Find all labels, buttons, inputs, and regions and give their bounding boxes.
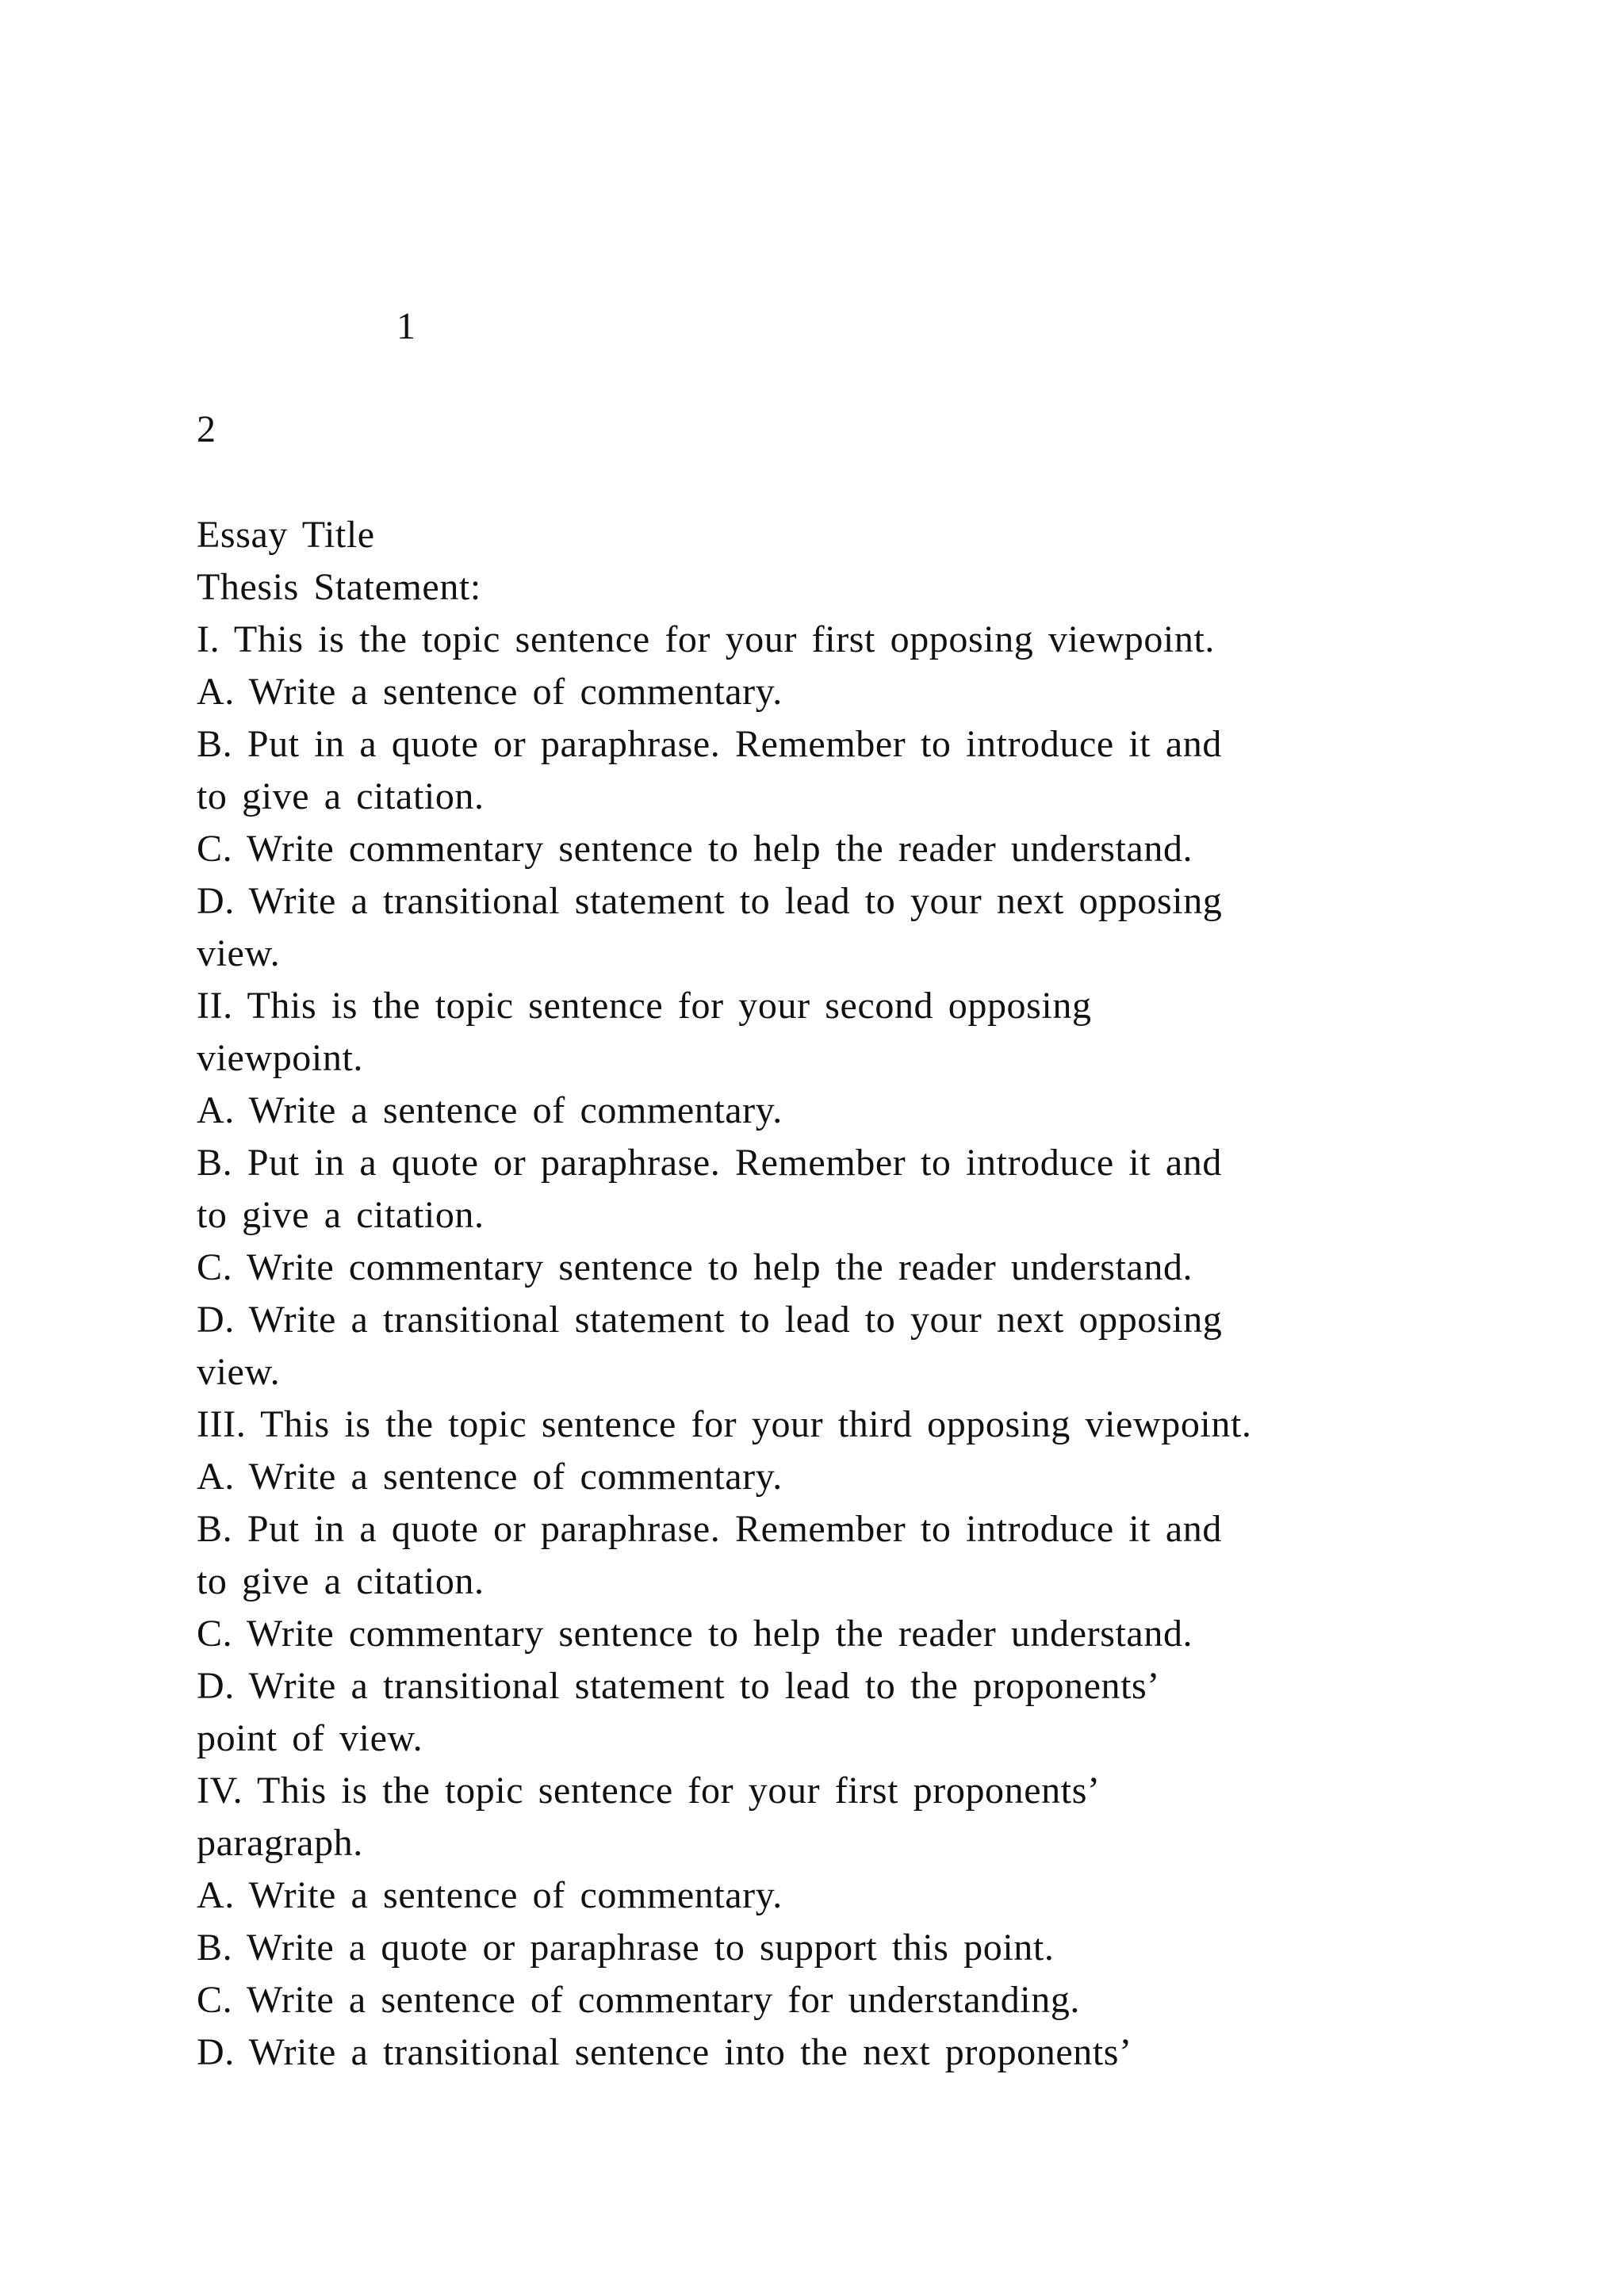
page-number-1: 1 (396, 305, 416, 347)
outline-line: A. Write a sentence of commentary. (197, 671, 783, 713)
outline-line: C. Write commentary sentence to help the reader understand. (197, 1613, 1193, 1655)
outline-line: C. Write commentary sentence to help the reader understand. (197, 828, 1193, 870)
outline-line: B. Write a quote or paraphrase to support this point. (197, 1927, 1055, 1969)
outline-line: D. Write a transitional statement to lead to your next opposing (197, 1299, 1223, 1341)
outline-line: B. Put in a quote or paraphrase. Remember to introduce it and (197, 1508, 1222, 1550)
outline-heading-1: I. This is the topic sentence for your first opposing viewpoint. (197, 618, 1215, 660)
outline-line: D. Write a transitional statement to lead to your next opposing (197, 880, 1223, 922)
outline-heading-3: III. This is the topic sentence for your third opposing viewpoint. (197, 1403, 1252, 1445)
outline-line: B. Put in a quote or paraphrase. Remember to introduce it and (197, 723, 1222, 765)
essay-outline (197, 509, 1465, 2079)
page-number-2: 2 (197, 408, 216, 450)
outline-line: view. (197, 1351, 281, 1393)
essay-title: Essay Title (197, 514, 375, 556)
outline-line: paragraph. (197, 1822, 363, 1864)
outline-line: view. (197, 932, 281, 974)
outline-line: B. Put in a quote or paraphrase. Remember to introduce it and (197, 1142, 1222, 1184)
outline-line: D. Write a transitional statement to lead to the proponents’ (197, 1665, 1160, 1707)
outline-heading-2: II. This is the topic sentence for your second opposing (197, 985, 1092, 1027)
outline-line: to give a citation. (197, 1560, 485, 1602)
outline-line: C. Write a sentence of commentary for understanding. (197, 1979, 1081, 2021)
outline-line: D. Write a transitional sentence into the next proponents’ (197, 2031, 1132, 2073)
outline-line: C. Write commentary sentence to help the reader understand. (197, 1246, 1193, 1288)
outline-line: A. Write a sentence of commentary. (197, 1456, 783, 1498)
outline-line: to give a citation. (197, 775, 485, 817)
outline-line: A. Write a sentence of commentary. (197, 1089, 783, 1131)
outline-heading-4: IV. This is the topic sentence for your first proponents’ (197, 1770, 1101, 1812)
thesis-statement-label: Thesis Statement: (197, 566, 481, 608)
outline-line: A. Write a sentence of commentary. (197, 1874, 783, 1916)
outline-line: to give a citation. (197, 1194, 485, 1236)
outline-line: point of view. (197, 1717, 423, 1759)
outline-line: viewpoint. (197, 1037, 363, 1079)
